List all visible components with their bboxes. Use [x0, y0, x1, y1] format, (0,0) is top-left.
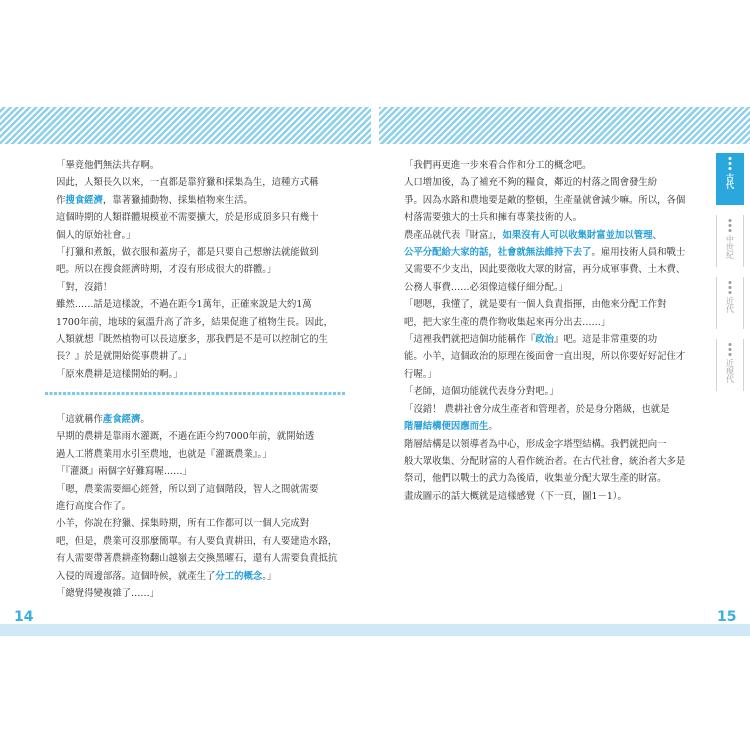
- text-line: 吧，但是，農業可沒那麼簡單。有人要負責耕田，有人要建造水路，: [56, 535, 338, 547]
- section-divider: [45, 392, 345, 395]
- line-text: 「這就稱作: [56, 414, 103, 425]
- line-text: 農產品就代表『財富』，: [404, 229, 503, 241]
- chapter-tab[interactable]: [716, 277, 744, 329]
- chapter-tab[interactable]: [716, 153, 744, 205]
- text-line: 個人的原始社會。」: [56, 229, 136, 241]
- highlight-term: 分工的概念: [215, 570, 263, 582]
- text-line: [404, 244, 708, 261]
- text-line: [56, 192, 346, 209]
- tab-dot-icon: [729, 167, 732, 170]
- left-page-number: 14: [14, 609, 34, 625]
- text-line: 1700年前，地球的氣溫升高了許多，結果促進了植物生長。因此，: [56, 316, 333, 328]
- tab-dot-icon: [729, 157, 732, 160]
- tab-dot-icon: [729, 353, 732, 356]
- line-text: ，靠著獵捕動物、採集植物來生活。: [102, 194, 253, 206]
- tab-dot-icon: [729, 229, 732, 232]
- right-page-number: 15: [717, 609, 737, 625]
- line-text: 「這裡我們就把這個功能稱作『: [404, 334, 536, 346]
- chapter-tab-label: 近現代: [725, 359, 735, 383]
- text-line: 般大眾收集、分配財富的人看作統治者。在古代社會，統治者大多是: [404, 455, 686, 467]
- text-line: 「原來農耕是這樣開始的啊。」: [56, 368, 183, 380]
- text-line: 進行高度合作了。: [56, 501, 132, 513]
- text-line: 雖然……話是這樣說，不過在距今1萬年，正確來說是大約1萬: [56, 299, 312, 311]
- text-line: 小羊，你說在狩獵、採集時期，所有工作都可以一個人完成對: [56, 518, 310, 530]
- text-line: 「畢竟他們無法共存啊。: [56, 160, 160, 171]
- tab-dot-icon: [729, 224, 732, 227]
- left-page-section-2: [56, 411, 346, 602]
- line-text: 入侵的周邊部落。這個時候，就產生了: [56, 570, 216, 582]
- text-line: [56, 411, 346, 428]
- line-text: 。: [140, 414, 150, 425]
- text-line: 吧，把大家生產的農作物收集起來再分出去……」: [404, 316, 611, 328]
- footer-bar: [0, 624, 750, 636]
- tab-dot-icon: [729, 348, 732, 351]
- line-text: 。: [488, 421, 498, 433]
- text-line: 人類就想『既然植物可以長這麼多，那我們是不是可以控制它的生: [56, 334, 328, 346]
- chapter-tab-label: 中世紀: [725, 235, 735, 259]
- tab-dot-icon: [729, 291, 732, 294]
- chapter-tab[interactable]: [716, 339, 744, 391]
- text-line: 「總覺得變複雜了……」: [56, 588, 160, 600]
- highlight-term: 產食經濟: [102, 414, 141, 425]
- chapter-tab[interactable]: [716, 215, 744, 267]
- line-text: 作: [56, 194, 66, 206]
- text-line: 早期的農耕是靠雨水灌溉，不過在距今約7000年前，就開始透: [56, 431, 315, 443]
- page-gutter: [371, 107, 379, 144]
- text-line: [404, 418, 708, 435]
- left-page-section-1: [56, 157, 346, 383]
- highlight-term: 搜食經濟: [65, 194, 103, 206]
- right-page-body: [404, 157, 708, 505]
- text-line: 「嗯，農業需要細心經營，所以到了這個階段，智人之間就需要: [56, 483, 319, 495]
- text-line: 「沒錯！ 農耕社會分成生產者和管理者，於是身分階級，也就是: [404, 403, 670, 415]
- text-line: 行喔。」: [404, 368, 437, 380]
- text-line: 「打獵和煮飯，做衣服和蓋房子，都是只要自己想辦法就能做到: [56, 247, 319, 259]
- line-text: 。」: [262, 570, 277, 582]
- highlight-term: 如果沒有人可以收集財富並加以管理、: [502, 229, 662, 241]
- chapter-tab-label: 近代: [725, 297, 735, 313]
- text-line: [404, 227, 708, 244]
- text-line: 「對，沒錯！: [56, 281, 113, 293]
- tab-dot-icon: [729, 343, 732, 346]
- text-line: [404, 331, 708, 348]
- text-line: 能。小羊，這個政治的原理在後面會一直出現，所以你要好好記住才: [404, 351, 686, 363]
- text-line: 祭司，他們以戰士的武力為後盾，收集並分配大眾生產的財富。: [404, 473, 667, 485]
- text-line: 吧。所以在搜食經濟時期，才沒有形成很大的群體。」: [56, 264, 277, 276]
- text-line: 長？』於是就開始從事農耕了。」: [56, 351, 192, 363]
- text-line: 這個時期的人類群體規模並不需要擴大，於是形成頂多只有幾十: [56, 212, 319, 224]
- text-line: 人口增加後，為了補充不夠的糧食，鄰近的村落之間會發生紛: [404, 177, 658, 189]
- text-line: 階層結構是以領導者為中心，形成金字塔型結構。我們就把向一: [404, 438, 667, 450]
- text-line: 有人需要帶著農耕產物翻山越嶺去交換黑曜石，還有人需要負責抵抗: [56, 553, 338, 565]
- text-line: 村落需要強大的士兵和擁有專業技術的人。: [404, 212, 583, 224]
- text-line: 爭。因為水路和農地要是敵的整頓，生產量就會減少嘛。所以，各個: [404, 194, 686, 206]
- tab-dot-icon: [729, 162, 732, 165]
- text-line: [56, 568, 346, 585]
- tab-dot-icon: [729, 286, 732, 289]
- tab-dot-icon: [729, 281, 732, 284]
- text-line: 「我們再更進一步來看合作和分工的概念吧。: [404, 160, 592, 171]
- line-text: 。雇用技術人員和戰士: [591, 247, 686, 259]
- text-line: 「老師，這個功能就代表身分對吧。」: [404, 386, 559, 398]
- text-line: 「嗯嗯，我懂了，就是要有一個人負責指揮，由他來分配工作對: [404, 299, 667, 311]
- tab-dot-icon: [729, 219, 732, 222]
- highlight-term: 階層結構便因應而生: [404, 421, 489, 433]
- text-line: 因此，人類長久以來，一直都是靠狩獵和採集為生，這種方式稱: [56, 177, 319, 189]
- text-line: 又需要不少支出，因此要徵收大眾的財富，再分成軍事費、土木費、: [404, 264, 686, 276]
- text-line: 過人工將農業用水引至農地，也就是『灌溉農業』。」: [56, 448, 272, 460]
- highlight-term: 政治: [535, 334, 555, 346]
- highlight-term: 公平分配給大家的話，社會就無法維持下去了: [404, 247, 592, 259]
- text-line: 畫成圖示的話大概就是這樣感覺（下一頁，圖1－1）。: [404, 490, 627, 502]
- text-line: 公務人事費……必須像這樣仔細分配。」: [404, 281, 569, 293]
- chapter-side-tabs: [716, 153, 744, 401]
- line-text: 』吧。這是非常重要的功: [554, 334, 658, 346]
- text-line: 「『灌溉』兩個字好難寫喔……」: [56, 466, 192, 478]
- chapter-tab-label: 古代: [725, 173, 735, 189]
